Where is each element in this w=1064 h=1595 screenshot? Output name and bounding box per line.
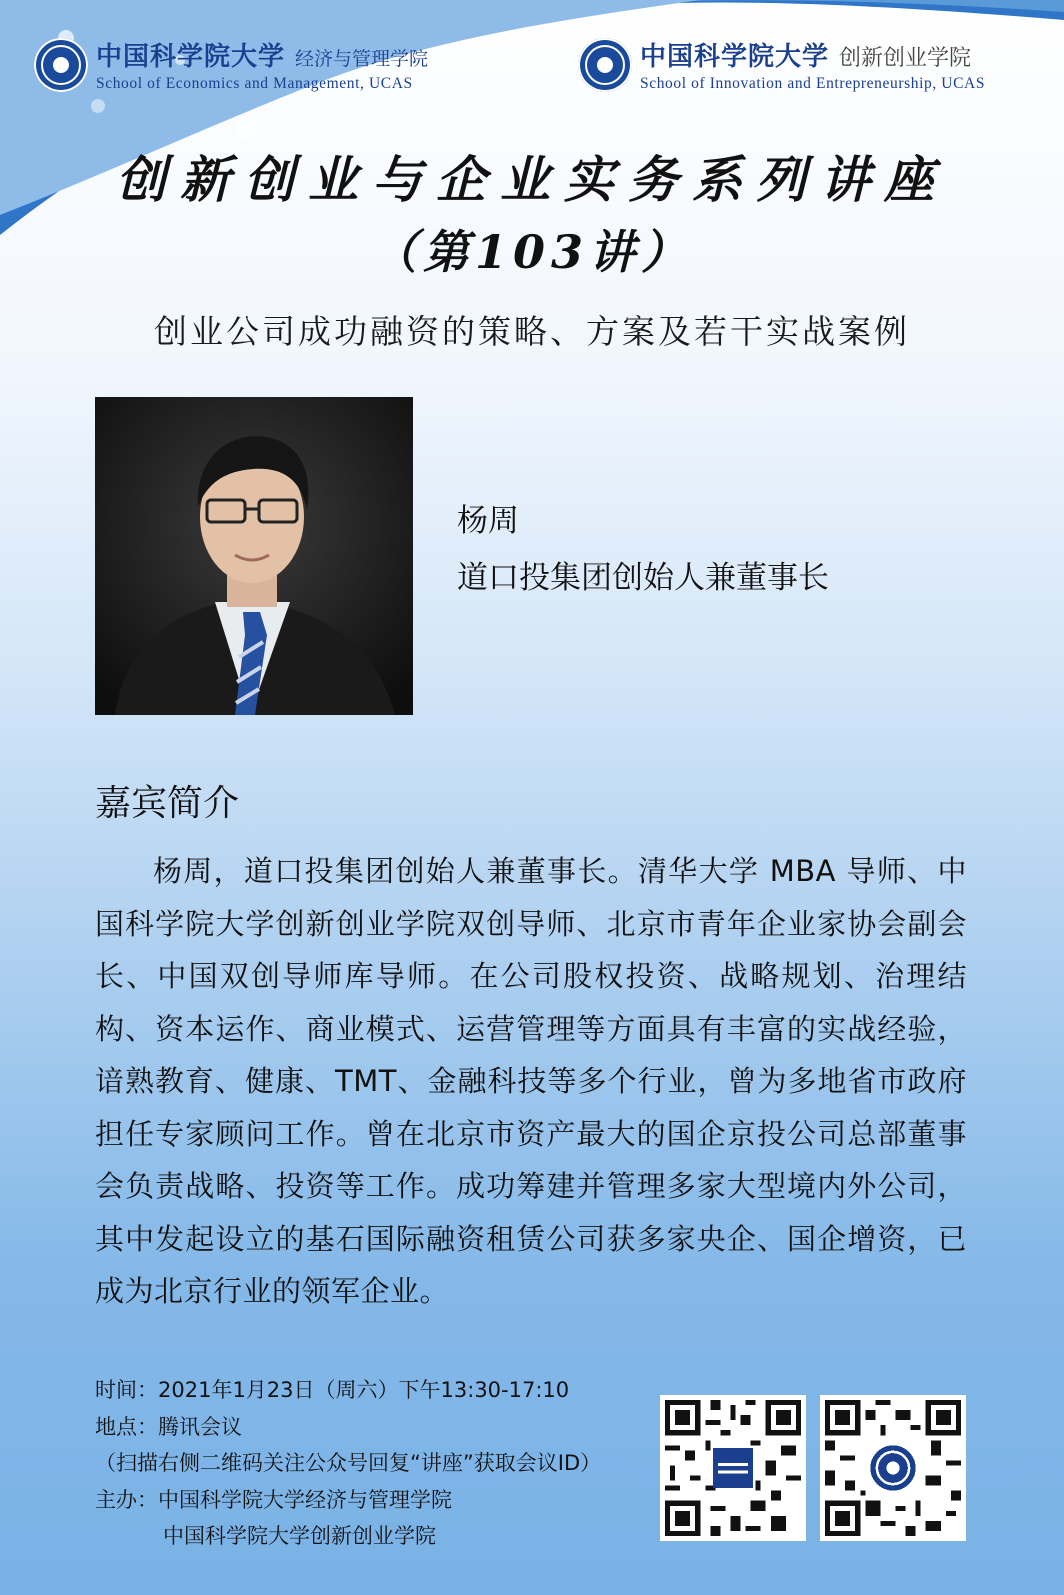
series-title: 创新创业与企业实务系列讲座 bbox=[116, 150, 948, 209]
bio-text: 杨周，道口投集团创始人兼董事长。清华大学 MBA 导师、中国科学院大学创新创业学院双创导师、北京市青年企业家协会副会长、中国双创导师库导师。在公司股权投资、战略规划、治理结构、资本运作、商业模式、运营管理等方面具有丰富的实战经验，谙熟教育、健康、TMT、金融科技等多个行业，曾为多地省市政府担任专家顾问工作。曾在北京市资产最大的国企京投公司总部董事会负责战略、投资等工作。成功筹建并管理多家大型境内外公司，其中发起设立的基石国际融资租赁公司获多家央企、国企增资，已成为北京行业的领军企业。 bbox=[95, 854, 967, 1308]
ucas-seal-icon bbox=[578, 38, 632, 92]
qr-code-sem[interactable] bbox=[660, 1395, 806, 1541]
event-time: 时间：2021年1月23日（周六）下午13:30-17:10 bbox=[95, 1378, 570, 1402]
event-note: （扫描右侧二维码关注公众号回复“讲座”获取会议ID） bbox=[95, 1451, 602, 1475]
qr-code-sie[interactable] bbox=[820, 1395, 966, 1541]
event-host-1: 主办：中国科学院大学经济与管理学院 bbox=[95, 1487, 452, 1512]
logo-right-en: School of Innovation and Entrepreneurship, UCAS bbox=[640, 75, 986, 92]
sie-logo bbox=[578, 36, 985, 93]
logo-right-sub: 创新创业学院 bbox=[839, 46, 972, 71]
event-host-2: 中国科学院大学创新创业学院 bbox=[163, 1524, 436, 1548]
episode-title: （第103讲） bbox=[370, 225, 694, 279]
event-info bbox=[95, 1372, 601, 1555]
event-place: 地点：腾讯会议 bbox=[95, 1414, 242, 1439]
speaker-name: 杨周 bbox=[457, 503, 519, 539]
logo-left-cn: 中国科学院大学 bbox=[96, 42, 286, 72]
lecture-topic: 创业公司成功融资的策略、方案及若干实战案例 bbox=[154, 312, 910, 351]
logo-left-sub: 经济与管理学院 bbox=[295, 48, 429, 70]
logo-left-en: School of Economics and Management, UCAS bbox=[96, 75, 413, 92]
ucas-seal-icon bbox=[34, 38, 88, 92]
speaker-position: 道口投集团创始人兼董事长 bbox=[457, 560, 829, 596]
bio-heading: 嘉宾简介 bbox=[95, 783, 240, 824]
speaker-photo bbox=[95, 397, 413, 715]
logo-right-cn: 中国科学院大学 bbox=[640, 42, 830, 72]
sem-logo bbox=[34, 36, 428, 93]
